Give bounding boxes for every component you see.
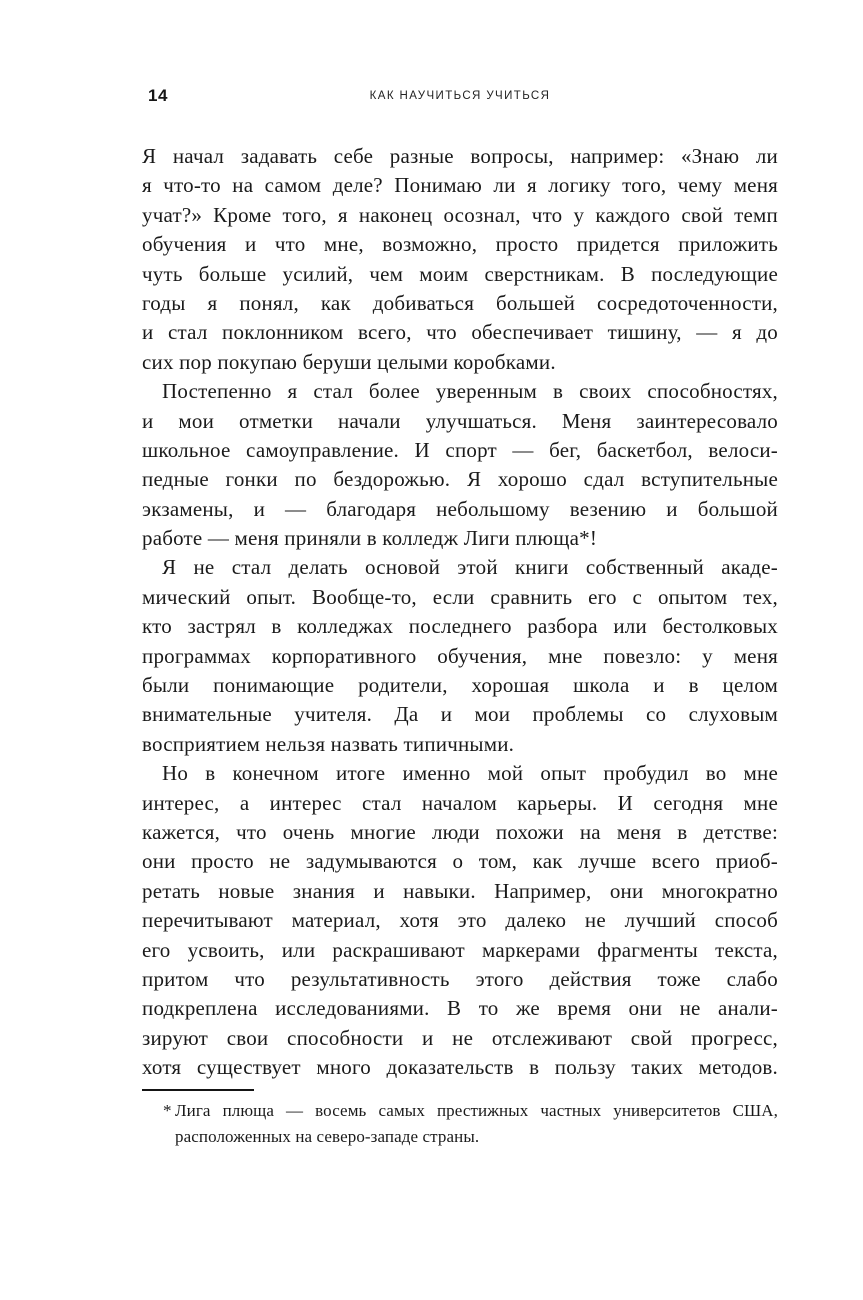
paragraphs (142, 142, 778, 1083)
running-head (142, 86, 778, 108)
text-line: учат?» Кроме того, я наконец осознал, что у каждого свой темп (142, 202, 778, 227)
text-line: хотя существует много доказательств в пользу таких методов. (142, 1055, 778, 1080)
footnote-line: расположенных на северо-западе страны. (175, 1126, 480, 1146)
text-line: Я не стал делать основой этой книги собственный акаде- (162, 555, 778, 580)
text-line: годы я понял, как добиваться большей сосредоточенности, (142, 290, 778, 315)
text-line: кажется, что очень многие люди похожи на меня в детстве: (142, 819, 778, 844)
text-line: программах корпоративного обучения, мне повезло: у меня (142, 643, 778, 668)
text-line: кто застрял в колледжах последнего разбора или бестолковых (142, 614, 778, 639)
text-line: обучения и что мне, возможно, просто придется приложить (142, 232, 778, 257)
footnote-line: Лига плюща — восемь самых престижных частных университетов США, (175, 1100, 778, 1120)
text-line: чуть больше усилий, чем моим сверстникам. В последующие (142, 261, 778, 286)
paragraph (142, 759, 778, 1082)
text-line: были понимающие родители, хорошая школа и в целом (142, 673, 778, 698)
body-text (142, 142, 778, 1150)
text-line: ретать новые знания и навыки. Например, они многократно (142, 878, 778, 903)
text-line: школьное самоуправление. И спорт — бег, баскетбол, велоси- (142, 437, 778, 462)
paragraph (142, 553, 778, 759)
text-line: экзамены, и — благодаря небольшому везению и большой (142, 496, 778, 521)
text-line: притом что результативность этого действия тоже слабо (142, 966, 778, 991)
running-title: КАК НАУЧИТЬСЯ УЧИТЬСЯ (369, 90, 551, 102)
footnote-divider (142, 1089, 254, 1091)
text-line: педные гонки по бездорожью. Я хорошо сдал вступительные (142, 467, 778, 492)
text-line: и стал поклонником всего, что обеспечивает тишину, — я до (142, 320, 778, 345)
text-line: сих пор покупаю беруши целыми коробками. (142, 349, 556, 374)
text-line: работе — меня приняли в колледж Лиги плюща*! (142, 526, 598, 551)
text-line: перечитывают материал, хотя это далеко не лучший способ (142, 908, 778, 933)
page-number: 14 (148, 86, 168, 105)
text-line: и мои отметки начали улучшаться. Меня заинтересовало (142, 408, 778, 433)
text-line: Я начал задавать себе разные вопросы, например: «Знаю ли (142, 144, 778, 168)
text-line: они просто не задумываются о том, как лучше всего приоб- (142, 849, 778, 874)
text-line: восприятием нельзя назвать типичными. (142, 731, 515, 756)
text-line: внимательные учителя. Да и мои проблемы со слуховым (142, 702, 778, 727)
paragraph (142, 377, 778, 553)
text-line: я что-то на самом деле? Понимаю ли я логику того, чему меня (142, 173, 778, 198)
text-line: мический опыт. Вообще-то, если сравнить его с опытом тех, (142, 584, 778, 609)
paragraph (142, 142, 778, 377)
text-line: зируют свои способности и не отслеживают свой прогресс, (142, 1025, 778, 1050)
text-line: Постепенно я стал более уверенным в своих способностях, (162, 379, 778, 404)
text-line: его усвоить, или раскрашивают маркерами фрагменты текста, (142, 937, 778, 962)
footnote-marker: * (163, 1100, 172, 1120)
footnote-lines (175, 1098, 778, 1150)
footnote (163, 1098, 778, 1150)
text-line: интерес, а интерес стал началом карьеры. И сегодня мне (142, 790, 778, 815)
text-line: Но в конечном итоге именно мой опыт пробудил во мне (162, 761, 778, 786)
text-line: подкреплена исследованиями. В то же время они не анали- (142, 996, 778, 1021)
